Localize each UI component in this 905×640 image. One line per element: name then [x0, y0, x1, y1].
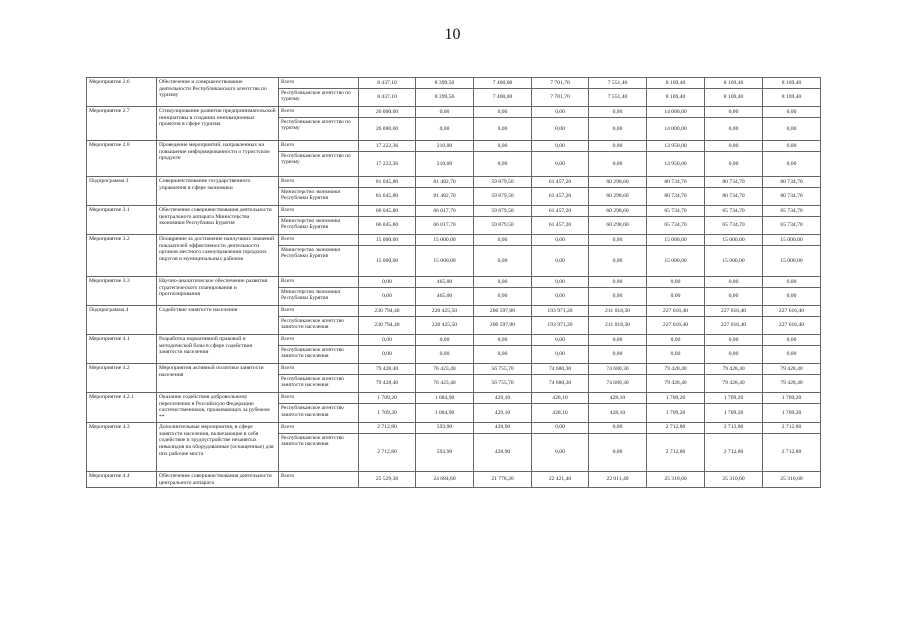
funding-value-cell: 61 457,20: [532, 206, 589, 217]
funding-value-cell: 0,00: [532, 433, 589, 471]
funding-value-cell: 66 017,70: [416, 217, 474, 235]
funding-value-cell: 8 169,40: [705, 78, 763, 89]
funding-value-cell: 74 680,30: [532, 375, 589, 393]
funding-value-cell: 0,00: [359, 335, 416, 346]
funding-value-cell: 0,00: [589, 118, 647, 141]
funding-value-cell: 81 045,80: [359, 177, 416, 188]
program-description-cell: Дополнительные мероприятия, в сфере занятости населения, включающие в себя содействие в трудоустройстве незанятых инвалидов на оборудованные (оснащенные) для них рабочие места: [157, 422, 279, 471]
funding-value-cell: 0,00: [532, 346, 589, 364]
funding-value-cell: 8 437,10: [359, 78, 416, 89]
funding-value-cell: 0,00: [647, 288, 705, 306]
funding-value-cell: 210,00: [416, 141, 474, 152]
budget-table: [86, 77, 821, 488]
responsible-executor-cell: Всего: [279, 206, 359, 217]
funding-value-cell: 1 709,20: [705, 404, 763, 423]
funding-value-cell: 0,00: [647, 346, 705, 364]
funding-value-cell: 0,00: [532, 277, 589, 288]
funding-value-cell: 0,00: [763, 141, 821, 152]
funding-value-cell: 25 310,60: [647, 471, 705, 487]
funding-value-cell: 2 712,80: [763, 433, 821, 471]
funding-value-cell: 0,00: [647, 335, 705, 346]
funding-value-cell: 80 734,70: [763, 177, 821, 188]
program-name-cell: Мероприятие 2.6: [87, 78, 157, 107]
funding-value-cell: 0,00: [705, 335, 763, 346]
funding-value-cell: 7 400,00: [474, 78, 532, 89]
responsible-executor-cell: Всего: [279, 177, 359, 188]
funding-value-cell: 61 457,20: [532, 177, 589, 188]
funding-value-cell: 428,10: [589, 393, 647, 404]
program-name-cell: Мероприятие 2.8: [87, 141, 157, 177]
funding-value-cell: 0,00: [532, 246, 589, 277]
funding-value-cell: 2 712,80: [647, 433, 705, 471]
responsible-executor-cell: Всего: [279, 364, 359, 375]
program-description-cell: Обеспечение совершенствования деятельности центрального аппарата Министерства экономики Республики Бурятия: [157, 206, 279, 235]
funding-value-cell: 0,00: [532, 152, 589, 177]
funding-value-cell: 428,10: [589, 404, 647, 423]
table-row-total: [87, 306, 821, 317]
funding-value-cell: 13 950,00: [647, 152, 705, 177]
funding-value-cell: 193 971,20: [532, 306, 589, 317]
funding-value-cell: 0,00: [705, 288, 763, 306]
funding-value-cell: 26 000,00: [359, 107, 416, 118]
funding-value-cell: 0,00: [359, 288, 416, 306]
program-description-cell: Поощрение за достижение наилучших значений показателей эффективности деятельности органов местного самоуправления городских округов и муниципальных районов: [157, 235, 279, 277]
funding-value-cell: 0,00: [474, 141, 532, 152]
funding-value-cell: 81 482,70: [416, 188, 474, 206]
funding-value-cell: 17 222,36: [359, 152, 416, 177]
responsible-executor-cell: Республиканское агентство занятости населения: [279, 404, 359, 423]
funding-value-cell: 429,10: [474, 393, 532, 404]
funding-value-cell: 593,90: [416, 433, 474, 471]
program-description-cell: Обеспечение и совершенствование деятельности Республиканского агентства по туризму: [157, 78, 279, 107]
funding-value-cell: 1 709,20: [359, 404, 416, 423]
funding-value-cell: 0,00: [589, 246, 647, 277]
funding-value-cell: 211 018,30: [589, 306, 647, 317]
funding-value-cell: 428,10: [532, 404, 589, 423]
funding-value-cell: 79 428,40: [359, 364, 416, 375]
funding-value-cell: 8 169,40: [763, 78, 821, 89]
funding-value-cell: 17 222,36: [359, 141, 416, 152]
program-description-cell: Разработка нормативной правовой и методической базы в сфере содействия занятости населения: [157, 335, 279, 364]
funding-value-cell: 227 616,40: [705, 306, 763, 317]
table-row-total: [87, 141, 821, 152]
funding-value-cell: 24 684,60: [416, 471, 474, 487]
funding-value-cell: 1 084,90: [416, 404, 474, 423]
funding-value-cell: 80 734,70: [647, 177, 705, 188]
funding-value-cell: 56 755,70: [474, 375, 532, 393]
responsible-executor-cell: Всего: [279, 306, 359, 317]
funding-value-cell: 59 879,50: [474, 217, 532, 235]
funding-value-cell: 2 712,80: [705, 433, 763, 471]
funding-value-cell: 22 011,40: [589, 471, 647, 487]
funding-value-cell: 0,00: [474, 277, 532, 288]
program-description-cell: Содействие занятости населения: [157, 306, 279, 335]
funding-value-cell: 1 709,20: [705, 393, 763, 404]
funding-value-cell: 8 169,40: [763, 89, 821, 107]
funding-value-cell: 465,00: [416, 288, 474, 306]
funding-value-cell: 79 428,40: [647, 364, 705, 375]
funding-value-cell: 79 428,40: [705, 364, 763, 375]
funding-value-cell: 80 734,70: [705, 188, 763, 206]
funding-value-cell: 15 000,00: [763, 235, 821, 246]
funding-value-cell: 7 701,70: [532, 89, 589, 107]
program-name-cell: Мероприятие 4.3: [87, 422, 157, 471]
responsible-executor-cell: Всего: [279, 141, 359, 152]
program-name-cell: Подпрограмма 4: [87, 306, 157, 335]
responsible-executor-cell: Министерство экономики Республики Бурятия: [279, 246, 359, 277]
funding-value-cell: 15 000,00: [705, 246, 763, 277]
responsible-executor-cell: Министерство экономики Республики Бурятия: [279, 217, 359, 235]
table-row-total: [87, 471, 821, 487]
funding-value-cell: 15 000,00: [705, 235, 763, 246]
program-description-cell: Проведение мероприятий, направленных на повышение информированности о туристском продукте: [157, 141, 279, 177]
program-name-cell: Мероприятие 4.4: [87, 471, 157, 487]
budget-table-container: [86, 77, 820, 488]
funding-value-cell: 15 000,00: [416, 235, 474, 246]
funding-value-cell: 65 734,70: [705, 206, 763, 217]
table-row-total: [87, 206, 821, 217]
funding-value-cell: 80 734,70: [705, 177, 763, 188]
funding-value-cell: 74 680,30: [589, 375, 647, 393]
funding-value-cell: 0,00: [474, 246, 532, 277]
funding-value-cell: 7 551,40: [589, 89, 647, 107]
funding-value-cell: 60 298,60: [589, 188, 647, 206]
funding-value-cell: 2 712,80: [359, 422, 416, 433]
table-row-total: [87, 177, 821, 188]
table-row-total: [87, 335, 821, 346]
funding-value-cell: 227 616,40: [705, 317, 763, 335]
responsible-executor-cell: Всего: [279, 422, 359, 433]
funding-value-cell: 0,00: [474, 107, 532, 118]
funding-value-cell: 0,00: [416, 107, 474, 118]
funding-value-cell: 65 734,70: [647, 217, 705, 235]
funding-value-cell: 220 425,50: [416, 306, 474, 317]
funding-value-cell: 66 045,80: [359, 217, 416, 235]
funding-value-cell: 0,00: [532, 141, 589, 152]
funding-value-cell: 15 000,00: [647, 235, 705, 246]
funding-value-cell: 25 310,60: [763, 471, 821, 487]
funding-value-cell: 193 971,20: [532, 317, 589, 335]
funding-value-cell: 230 794,40: [359, 306, 416, 317]
funding-value-cell: 0,00: [589, 277, 647, 288]
funding-value-cell: 61 457,20: [532, 188, 589, 206]
funding-value-cell: 2 712,80: [647, 422, 705, 433]
funding-value-cell: 65 734,70: [763, 217, 821, 235]
funding-value-cell: 0,00: [763, 152, 821, 177]
funding-value-cell: 0,00: [589, 107, 647, 118]
funding-value-cell: 429,10: [474, 404, 532, 423]
responsible-executor-cell: Всего: [279, 78, 359, 89]
funding-value-cell: 428,90: [474, 422, 532, 433]
funding-value-cell: 0,00: [763, 107, 821, 118]
funding-value-cell: 230 794,40: [359, 317, 416, 335]
funding-value-cell: 0,00: [705, 141, 763, 152]
responsible-executor-cell: Республиканское агентство занятости населения: [279, 346, 359, 364]
funding-value-cell: 0,00: [705, 277, 763, 288]
responsible-executor-cell: Всего: [279, 235, 359, 246]
funding-value-cell: 60 298,60: [589, 217, 647, 235]
funding-value-cell: 0,00: [763, 277, 821, 288]
funding-value-cell: 0,00: [532, 422, 589, 433]
funding-value-cell: 0,00: [589, 288, 647, 306]
table-row-total: [87, 364, 821, 375]
funding-value-cell: 26 000,00: [359, 118, 416, 141]
funding-value-cell: 66 017,70: [416, 206, 474, 217]
funding-value-cell: 227 616,40: [763, 317, 821, 335]
table-row-total: [87, 277, 821, 288]
funding-value-cell: 13 950,00: [647, 141, 705, 152]
funding-value-cell: 8 399,50: [416, 89, 474, 107]
program-description-cell: Стимулирование развития предпринимательской инициативы в создании инновационных проектов в сфере туризма: [157, 107, 279, 141]
table-row-total: [87, 235, 821, 246]
funding-value-cell: 0,00: [474, 152, 532, 177]
program-name-cell: Мероприятие 3.3: [87, 277, 157, 306]
funding-value-cell: 428,90: [474, 433, 532, 471]
responsible-executor-cell: Республиканское агентство занятости населения: [279, 317, 359, 335]
table-row-total: [87, 78, 821, 89]
funding-value-cell: 0,00: [705, 107, 763, 118]
funding-value-cell: 59 879,50: [474, 206, 532, 217]
funding-value-cell: 76 423,40: [416, 375, 474, 393]
funding-value-cell: 227 616,40: [647, 317, 705, 335]
responsible-executor-cell: Республиканское агентство по туризму: [279, 152, 359, 177]
funding-value-cell: 15 000,00: [359, 235, 416, 246]
responsible-executor-cell: Всего: [279, 393, 359, 404]
funding-value-cell: 79 428,40: [763, 364, 821, 375]
funding-value-cell: 200 597,00: [474, 306, 532, 317]
funding-value-cell: 211 018,30: [589, 317, 647, 335]
funding-value-cell: 0,00: [589, 235, 647, 246]
funding-value-cell: 21 778,20: [474, 471, 532, 487]
funding-value-cell: 15 000,00: [763, 246, 821, 277]
funding-value-cell: 7 551,40: [589, 78, 647, 89]
funding-value-cell: 81 482,70: [416, 177, 474, 188]
program-name-cell: Мероприятие 2.7: [87, 107, 157, 141]
funding-value-cell: 210,00: [416, 152, 474, 177]
funding-value-cell: 1 709,20: [763, 404, 821, 423]
funding-value-cell: 227 616,40: [763, 306, 821, 317]
funding-value-cell: 0,00: [589, 335, 647, 346]
funding-value-cell: 220 425,50: [416, 317, 474, 335]
funding-value-cell: 0,00: [705, 346, 763, 364]
funding-value-cell: 1 709,20: [647, 393, 705, 404]
responsible-executor-cell: Министерство экономики Республики Бурятия: [279, 288, 359, 306]
funding-value-cell: 56 755,70: [474, 364, 532, 375]
funding-value-cell: 80 734,70: [763, 188, 821, 206]
funding-value-cell: 74 680,30: [589, 364, 647, 375]
funding-value-cell: 0,00: [647, 277, 705, 288]
funding-value-cell: 0,00: [474, 288, 532, 306]
funding-value-cell: 0,00: [359, 346, 416, 364]
funding-value-cell: 0,00: [589, 433, 647, 471]
funding-value-cell: 0,00: [416, 118, 474, 141]
funding-value-cell: 2 712,80: [705, 422, 763, 433]
funding-value-cell: 80 734,70: [647, 188, 705, 206]
program-description-cell: Совершенствование государственного управления в сфере экономики: [157, 177, 279, 206]
funding-value-cell: 8 169,40: [705, 89, 763, 107]
funding-value-cell: 7 400,00: [474, 89, 532, 107]
responsible-executor-cell: Всего: [279, 335, 359, 346]
funding-value-cell: 227 616,40: [647, 306, 705, 317]
funding-value-cell: 0,00: [589, 422, 647, 433]
program-description-cell: Обеспечение совершенствования деятельности центрального аппарата: [157, 471, 279, 487]
funding-value-cell: 79 428,40: [705, 375, 763, 393]
funding-value-cell: 0,00: [474, 346, 532, 364]
funding-value-cell: 0,00: [532, 335, 589, 346]
responsible-executor-cell: Республиканское агентство занятости населения: [279, 433, 359, 471]
funding-value-cell: 14 000,00: [647, 118, 705, 141]
funding-value-cell: 0,00: [589, 141, 647, 152]
funding-value-cell: 2 712,80: [763, 422, 821, 433]
responsible-executor-cell: Всего: [279, 107, 359, 118]
funding-value-cell: 79 428,40: [647, 375, 705, 393]
funding-value-cell: 593,90: [416, 422, 474, 433]
program-name-cell: Мероприятие 3.1: [87, 206, 157, 235]
funding-value-cell: 0,00: [532, 107, 589, 118]
program-name-cell: Мероприятие 3.2: [87, 235, 157, 277]
program-description-cell: Мероприятия активной политики занятости населения: [157, 364, 279, 393]
funding-value-cell: 60 298,60: [589, 206, 647, 217]
table-row-total: [87, 422, 821, 433]
funding-value-cell: 65 734,70: [705, 217, 763, 235]
responsible-executor-cell: Республиканское агентство занятости населения: [279, 375, 359, 393]
funding-value-cell: 0,00: [763, 288, 821, 306]
funding-value-cell: 8 399,50: [416, 78, 474, 89]
funding-value-cell: 0,00: [589, 346, 647, 364]
funding-value-cell: 0,00: [763, 346, 821, 364]
funding-value-cell: 0,00: [763, 118, 821, 141]
funding-value-cell: 7 701,70: [532, 78, 589, 89]
funding-value-cell: 0,00: [532, 118, 589, 141]
funding-value-cell: 25 310,60: [705, 471, 763, 487]
funding-value-cell: 60 298,60: [589, 177, 647, 188]
funding-value-cell: 0,00: [416, 346, 474, 364]
funding-value-cell: 61 457,20: [532, 217, 589, 235]
funding-value-cell: 0,00: [705, 118, 763, 141]
funding-value-cell: 15 000,00: [416, 246, 474, 277]
program-description-cell: Оказание содействия добровольному переселению в Российскую Федерацию соотечественников, проживающих за рубежом **: [157, 393, 279, 423]
responsible-executor-cell: Республиканское агентство по туризму: [279, 89, 359, 107]
funding-value-cell: 1 709,20: [647, 404, 705, 423]
funding-value-cell: 59 879,50: [474, 188, 532, 206]
funding-value-cell: 200 597,00: [474, 317, 532, 335]
funding-value-cell: 79 428,40: [359, 375, 416, 393]
funding-value-cell: 1 084,90: [416, 393, 474, 404]
funding-value-cell: 65 734,70: [647, 206, 705, 217]
responsible-executor-cell: Министерство экономики Республики Бурятия: [279, 188, 359, 206]
funding-value-cell: 65 734,70: [763, 206, 821, 217]
funding-value-cell: 1 709,20: [359, 393, 416, 404]
program-name-cell: Мероприятие 4.2.1: [87, 393, 157, 423]
funding-value-cell: 59 879,50: [474, 177, 532, 188]
funding-value-cell: 8 169,40: [647, 89, 705, 107]
funding-value-cell: 8 437,10: [359, 89, 416, 107]
responsible-executor-cell: Республиканское агентство по туризму: [279, 118, 359, 141]
funding-value-cell: 76 423,40: [416, 364, 474, 375]
funding-value-cell: 0,00: [474, 335, 532, 346]
program-description-cell: Научно-аналитическое обеспечение развития стратегического планирования и прогнозирования: [157, 277, 279, 306]
funding-value-cell: 0,00: [589, 152, 647, 177]
funding-value-cell: 0,00: [763, 335, 821, 346]
funding-value-cell: 66 045,80: [359, 206, 416, 217]
funding-value-cell: 79 428,40: [763, 375, 821, 393]
page-number: 10: [444, 26, 461, 43]
program-name-cell: Мероприятие 4.1: [87, 335, 157, 364]
funding-value-cell: 465,00: [416, 277, 474, 288]
funding-value-cell: 15 000,00: [359, 246, 416, 277]
funding-value-cell: 81 045,80: [359, 188, 416, 206]
funding-value-cell: 1 709,20: [763, 393, 821, 404]
funding-value-cell: 0,00: [532, 235, 589, 246]
funding-value-cell: 25 529,30: [359, 471, 416, 487]
funding-value-cell: 15 000,00: [647, 246, 705, 277]
funding-value-cell: 22 421,40: [532, 471, 589, 487]
funding-value-cell: 14 000,00: [647, 107, 705, 118]
table-row-total: [87, 393, 821, 404]
responsible-executor-cell: Всего: [279, 471, 359, 487]
program-name-cell: Подпрограмма 3: [87, 177, 157, 206]
funding-value-cell: 74 680,30: [532, 364, 589, 375]
table-row-total: [87, 107, 821, 118]
funding-value-cell: 0,00: [474, 235, 532, 246]
program-name-cell: Мероприятие 4.2: [87, 364, 157, 393]
funding-value-cell: 0,00: [416, 335, 474, 346]
funding-value-cell: 428,10: [532, 393, 589, 404]
funding-value-cell: 0,00: [359, 277, 416, 288]
funding-value-cell: 0,00: [474, 118, 532, 141]
funding-value-cell: 8 169,40: [647, 78, 705, 89]
funding-value-cell: 2 712,80: [359, 433, 416, 471]
responsible-executor-cell: Всего: [279, 277, 359, 288]
funding-value-cell: 0,00: [705, 152, 763, 177]
funding-value-cell: 0,00: [532, 288, 589, 306]
